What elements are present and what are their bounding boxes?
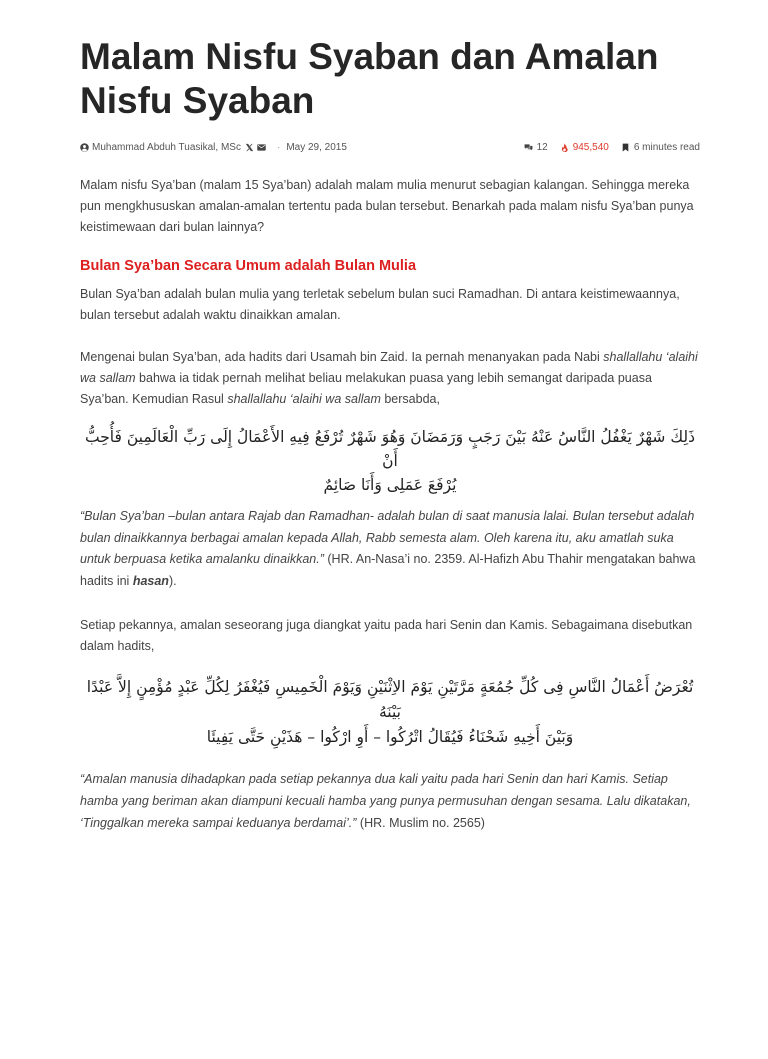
- paragraph-text: bahwa ia tidak pernah melihat beliau melakukan puasa yang lebih semangat daripada puasa Sya’ban. Kemudian Rasul: [80, 371, 652, 406]
- arabic-line: يُرْفَعَ عَمَلِى وَأَنَا صَائِمٌ: [323, 476, 457, 494]
- read-time-stat: [621, 142, 700, 153]
- meta-separator: ·: [276, 141, 281, 153]
- hadith-2-translation: [80, 768, 700, 834]
- bookmark-icon: [621, 143, 630, 152]
- comment-count[interactable]: 12: [536, 141, 548, 153]
- paragraph-text: Mengenai bulan Sya’ban, ada hadits dari Usamah bin Zaid. Ia pernah menanyakan pada Nabi: [80, 350, 604, 364]
- section-heading: Bulan Sya’ban Secara Umum adalah Bulan Mulia: [80, 258, 417, 274]
- paragraph-shaban-virtue: Bulan Sya’ban adalah bulan mulia yang terletak sebelum bulan suci Ramadhan. Di antara keistimewaannya, bulan tersebut adalah waktu dinaikkan amalan.: [80, 287, 680, 322]
- paragraph-text: bersabda,: [380, 392, 440, 406]
- arabic-line: ذَلِكَ شَهْرٌ يَغْفُلُ النَّاسُ عَنْهُ بَيْنَ رَجَبٍ وَرَمَضَانَ وَهُوَ شَهْرٌ تُرْفَعُ فِيهِ الأَعْمَالُ إِلَى رَبِّ الْعَالَمِينَ فَأُحِبُّ أَنْ: [84, 428, 696, 470]
- source-text: (HR. Muslim no. 2565): [356, 815, 485, 830]
- honorific-text: shallallahu ‘alaihi wa sallam: [80, 350, 698, 385]
- user-circle-icon: [80, 143, 89, 152]
- x-twitter-icon[interactable]: [245, 143, 254, 152]
- fire-icon: [560, 143, 569, 152]
- arabic-hadith-1: [80, 425, 700, 497]
- comments-stat[interactable]: [524, 142, 548, 153]
- article-title: Malam Nisfu Syaban dan Amalan Nisfu Syaban: [80, 36, 659, 121]
- publish-date: May 29, 2015: [286, 141, 347, 153]
- translation-text: “Amalan manusia dihadapkan pada setiap pekannya dua kali yaitu pada hari Senin dan hari Kamis. Setiap hamba yang beriman akan diampuni kecuali hamba yang punya permusuhan dengan sesama. Lalu dikatakan, ‘Tinggalkan mereka sampai keduanya berdamai’.”: [80, 771, 691, 830]
- article-page: [0, 35, 768, 834]
- paragraph-weekly-deeds: Setiap pekannya, amalan seseorang juga diangkat yaitu pada hari Senin dan Kamis. Sebagaimana disebutkan dalam hadits,: [80, 617, 693, 653]
- hadith-1-translation: [80, 506, 700, 593]
- read-time: 6 minutes read: [633, 141, 700, 153]
- author-link[interactable]: Muhammad Abduh Tuasikal, MSc: [92, 141, 241, 153]
- source-text: ).: [168, 574, 177, 589]
- view-count: 945,540: [572, 141, 609, 153]
- paragraph-usamah-hadith: [80, 347, 700, 410]
- intro-paragraph: Malam nisfu Sya’ban (malam 15 Sya’ban) adalah malam mulia menurut sebagian kalangan. Sehingga mereka pun mengkhususkan amalan-amalan tertentu pada bulan tersebut. Benarkah pada malam nisfu Sya’ban punya keistimewaan dari bulan lainnya?: [80, 178, 694, 234]
- envelope-icon[interactable]: [257, 143, 266, 152]
- meta-author-date: [80, 142, 347, 153]
- translation-text: “Bulan Sya’ban –bulan antara Rajab dan Ramadhan- adalah bulan di saat manusia lalai. Bulan tersebut adalah bulan dinaikkannya berbagai amalan kepada Allah, Rabb semesta alam. Oleh karena itu, aku amatlah suka untuk berpuasa ketika amalanku dinaikkan.”: [80, 509, 695, 567]
- hadith-grade: hasan: [132, 574, 169, 589]
- arabic-line: وَبَيْنَ أَخِيهِ شَحْنَاءُ فَيُقَالُ اتْرُكُوا – أَوِ ارْكُوا – هَذَيْنِ حَتَّى يَفِيئَا: [206, 727, 574, 746]
- honorific-text: shallallahu ‘alaihi wa sallam: [227, 392, 381, 406]
- article-meta: [80, 139, 700, 155]
- arabic-hadith-2: [80, 675, 700, 750]
- arabic-line: تُعْرَضُ أَعْمَالُ النَّاسِ فِى كُلِّ جُمُعَةٍ مَرَّتَيْنِ يَوْمَ الاِثْنَيْنِ وَيَوْمَ الْخَمِيسِ فَيُغْفَرُ لِكُلِّ عَبْدٍ مُؤْمِنٍ إِلاَّ عَبْدًا بَيْنَهُ: [86, 677, 694, 721]
- views-stat: [560, 142, 609, 153]
- comments-icon: [524, 143, 533, 152]
- source-text: (HR. An-Nasa’i no. 2359. Al-Hafizh Abu Thahir mengatakan bahwa hadits ini: [80, 552, 696, 589]
- meta-stats: [512, 142, 700, 153]
